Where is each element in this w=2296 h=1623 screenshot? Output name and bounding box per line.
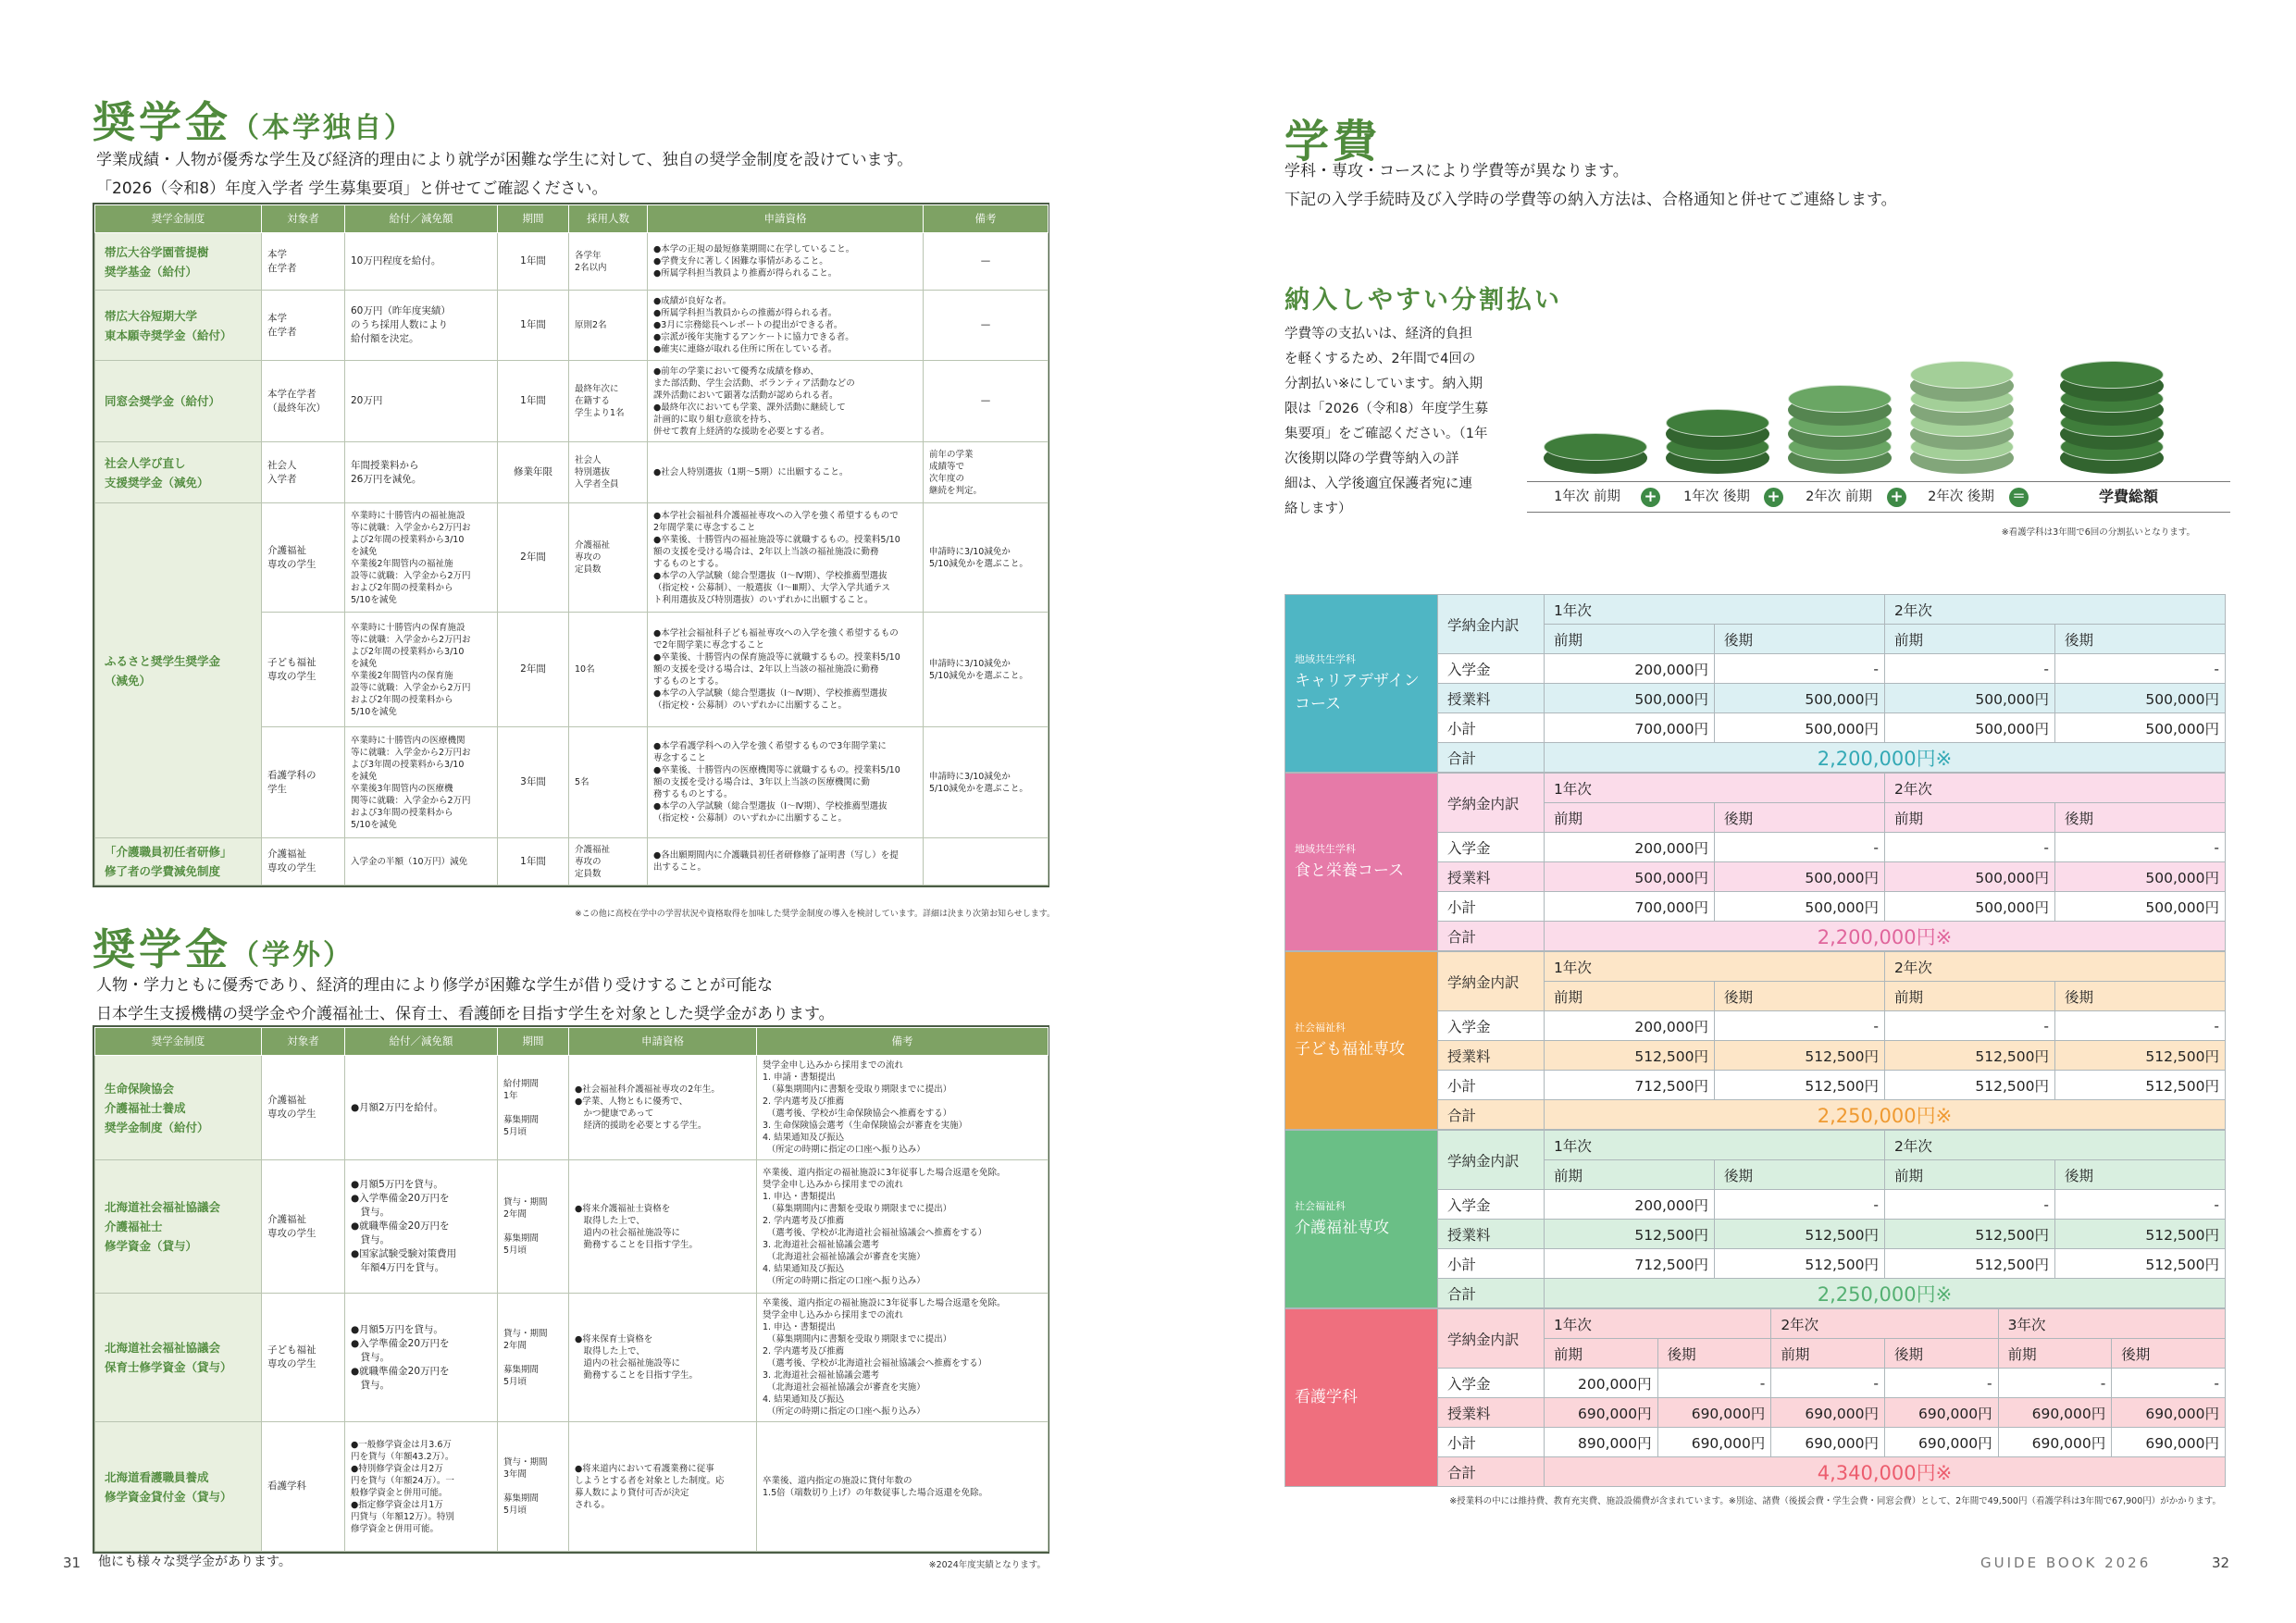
term-header-row: 前期 後期 前期 後期 前期 後期 [1285,1339,2226,1369]
enroll-row: 入学金 200,000円 - - - [1285,654,2226,684]
table-row: 帯広大谷学園菅提樹 奨学基金（給付） 本学 在学者 10万円程度を給付。 1年間 各学年 2名以内 ●本学の正規の最短修業期間に在学していること。 ●学費支弁に著しく困難な事情があること。 ●所属学科担当教員より推薦が得られること。 — [95,233,1049,291]
enroll-row: 入学金 200,000円 - - - [1285,1190,2226,1220]
enroll-row: 入学金 200,000円 - - - - - [1285,1369,2226,1398]
tuition-row: 授業料 512,500円 512,500円 512,500円 512,500円 [1285,1220,2226,1249]
step-3: 2年次 前期 [1806,489,1872,504]
footer-note-left: ※2024年度実績となります。 [928,1560,1046,1570]
table-row: ふるさと奨学生奨学金 （減免） 介護福祉 専攻の学生 卒業時に十勝管内の福祉施設 等に就職：入学金から2万円お よび2年間の授業料から3/10 を減免 卒業後2年間管内の福祉施 設等に就職：入学金から2万円 および2年間の授業料から 5/10を減免 2年間 介護福祉 専攻の 定員数 ●本学社会福祉科介護福祉専攻への入学を強く希望するもので 2年間学業に専念すること ●卒業後、十勝管内の福祉施設等に就職するもの。授業料5/10 額の支援を受ける場合は、2年以上当該の福祉施設に勤務 するものとする。 ●本学の入学試験（総合型選抜（Ⅰ〜Ⅳ期）、学校推薦型選抜 （指定校・公募制）、一般選抜（Ⅰ〜Ⅲ期）、大学入学共通テス ト利用選抜及び特別選抜）のいずれかに出願すること。 申請時に3/10減免か 5/10減免かを選ぶこと。 [95,503,1049,613]
external-intro: 人物・学力ともに優秀であり、経済的理由により修学が困難な学生が借り受けすることが可能な 日本学生支援機構の奨学金や介護福祉士、保育士、看護師を目指す学生を対象とした奨学金があります。 [96,976,835,1023]
table-row: 社会人学び直し 支援奨学金（減免） 社会人 入学者 年間授業料から 26万円を減免。 修業年限 社会人 特別選抜 入学者全員 ●社会人特別選抜（1期〜5期）に出願すること。 前年の学業 成績等で 次年度の 継続を判定。 [95,442,1049,503]
term-header-row: 前期 後期 前期 後期 [1285,625,2226,654]
enroll-row: 入学金 200,000円 - - - [1285,1011,2226,1041]
fee-table [1285,773,2226,951]
subtotal-row: 小計 700,000円 500,000円 500,000円 500,000円 [1285,713,2226,743]
table-row: 同窓会奨学金（給付） 本学在学者 （最終年次） 20万円 1年間 最終年次に 在籍する 学生より1名 ●前年の学業において優秀な成績を修め、 また部活動、学生会活動、ボランティア活動などの 課外活動において顕著な活動が認められる者。 ●最終年次においても学業、課外活動に継続して 計画的に取り組む意欲を持ち、 併せて教育上経済的な援助を必要とする者。 — [95,361,1049,442]
total-row: 合計 2,250,000円※ [1285,1100,2226,1130]
step-2: 1年次 後期 [1683,489,1750,504]
year-header-row: 看護学科 学納金内訳 1年次 2年次 3年次 [1285,1309,2226,1339]
installment-title: 納入しやすい分割払い [1285,286,1562,315]
subtotal-row: 小計 890,000円 690,000円 690,000円 690,000円 690,000円 690,000円 [1285,1428,2226,1457]
table-row: 子ども福祉 専攻の学生 卒業時に十勝管内の保育施設 等に就職：入学金から2万円お よび2年間の授業料から3/10 を減免 卒業後2年間管内の保育施 設等に就職：入学金から2万円 および2年間の授業料から 5/10を減免 2年間 10名 ●本学社会福祉科子ども福祉専攻への入学を強く希望するもの で2年間学業に専念すること ●卒業後、十勝管内の保育施設等に就職するもの。授業料5/10 額の支援を受ける場合は、2年以上当該の福祉施設に勤務 するものとする。 ●本学の入学試験（総合型選抜（Ⅰ〜Ⅳ期）、学校推薦型選抜 （指定校・公募制）のいずれかに出願すること。 申請時に3/10減免か 5/10減免かを選ぶこと。 [95,613,1049,727]
total-row: 合計 2,200,000円※ [1285,922,2226,951]
table-row: 帯広大谷短期大学 東本願寺奨学金（給付） 本学 在学者 60万円（昨年度実績） のうち採用人数により 給付額を決定。 1年間 原則2名 ●成績が良好な者。 ●所属学科担当教員からの推薦が得られる者。 ●3月に宗務総長へレポートの提出ができる者。 ●宗派が後年実施するアンケートに協力できる者。 ●確実に連絡が取れる住所に所在している者。 — [95,291,1049,361]
scholarship-external-title: 奨学金（学外） [93,924,354,974]
total-row: 合計 4,340,000円※ [1285,1457,2226,1487]
fee-table [1285,951,2226,1130]
table-row: 北海道看護職員養成 修学資金貸付金（貸与） 看護学科 ●一般修学資金は月3.6万 円を貸与（年額43.2万）。 ●特別修学資金は月2万 円を貸与（年額24万）。一 般修学資金と併用可能。 ●指定修学資金は月1万 円貸与（年額12万）。特別 修学資金と併用可能。 貸与・期間 3年間 募集期間 5月頃 ●将来道内において看護業務に従事 しようとする者を対象とした制度。応 募人数により貸付可否が決定 される。 卒業後、道内指定の施設に貸付年数の 1.5倍（端数切り上げ）の年数従事した場合返還を免除。 [95,1422,1049,1552]
page-number-right: 32 [2212,1555,2230,1571]
internal-footnote: ※この他に高校在学中の学習状況や資格取得を加味した奨学金制度の導入を検討しています。詳細は決まり次第お知らせします。 [575,910,1055,919]
term-header-row: 前期 後期 前期 後期 [1285,982,2226,1011]
step-1: 1年次 前期 [1554,489,1620,504]
tuition-row: 授業料 500,000円 500,000円 500,000円 500,000円 [1285,862,2226,892]
table-row: 北海道社会福祉協議会 介護福祉士 修学資金（貸与） 介護福祉 専攻の学生 ●月額5万円を貸与。 ●入学準備金20万円を 貸与。 ●就職準備金20万円を 貸与。 ●国家試験受験対策費用 年額4万円を貸与。 貸与・期間 2年間 募集期間 5月頃 ●将来介護福祉士資格を 取得した上で、 道内の社会福祉施設等に 勤務することを目指す学生。 卒業後、道内指定の福祉施設に3年従事した場合返還を免除。 奨学金申し込みから採用までの流れ 1. 申込・書類提出 （募集期間内に書類を受取り期限までに提出） 2. 学内選考及び推薦 （選考後、学校が北海道社会福祉協議会へ推薦をする） 3. 北海道社会福祉協議会選考 （北海道社会福祉協議会が審査を実施） 4. 結果通知及び振込 （所定の時期に指定の口座へ振り込み） [95,1160,1049,1294]
installment-text: 学費等の支払いは、経済的負担 を軽くするため、2年間で4回の 分割払い※にしています。納入期 限は「2026（令和8）年度学生募 集要項」をご確認ください。（1年 次後期以降の学費等納入の詳 細は、入学後適宜保護者宛に連 絡します） [1285,327,1489,516]
step-total: 学費総額 [2098,488,2158,505]
fee-table [1285,1130,2226,1308]
fee-table [1285,594,2226,773]
term-header-row: 前期 後期 前期 後期 [1285,803,2226,833]
table-row: 生命保険協会 介護福祉士養成 奨学金制度（給付） 介護福祉 専攻の学生 ●月額2万円を給付。 給付期間 1年 募集期間 5月頃 ●社会福祉科介護福祉専攻の2年生。 ●学業、人物ともに優秀で、 かつ健康であって 経済的援助を必要とする学生。 奨学金申し込みから採用までの流れ 1. 申請・書類提出 （募集期間内に書類を受取り期限までに提出） 2. 学内選考及び推薦 （選考後、学校が生命保険協会へ推薦をする） 3. 生命保険協会選考（生命保険協会が審査を実施） 4. 結果通知及び振込 （所定の時期に指定の口座へ振り込み） [95,1056,1049,1160]
tuition-row: 授業料 512,500円 512,500円 512,500円 512,500円 [1285,1041,2226,1071]
plus-icon: + [1641,488,1660,507]
subtotal-row: 小計 712,500円 512,500円 512,500円 512,500円 [1285,1249,2226,1279]
installment-note: ※看護学科は3年間で6回の分割払いとなります。 [2001,527,2195,538]
tuition-footnote: ※授業料の中には維持費、教育充実費、施設設備費が含まれています。※別途、諸費（後援会費・学生会費・同窓会費）として、2年間で49,500円（看護学科は3年間で67,900円）がかかります。 [1449,1496,2221,1506]
coin-face [1544,433,1647,461]
scholarship-internal-title: 奨学金（本学独自） [93,97,415,147]
plus-icon: + [1887,488,1906,507]
table-row: 北海道社会福祉協議会 保育士修学資金（貸与） 子ども福祉 専攻の学生 ●月額5万円を貸与。 ●入学準備金20万円を 貸与。 ●就職準備金20万円を 貸与。 貸与・期間 2年間 募集期間 5月頃 ●将来保育士資格を 取得した上で、 道内の社会福祉施設等に 勤務することを目指す学生。 卒業後、道内指定の福祉施設に3年従事した場合返還を免除。 奨学金申し込みから採用までの流れ 1. 申込・書類提出 （募集期間内に書類を受取り期限までに提出） 2. 学内選考及び推薦 （選考後、学校が北海道社会福祉協議会へ推薦をする） 3. 北海道社会福祉協議会選考 （北海道社会福祉協議会が審査を実施） 4. 結果通知及び振込 （所定の時期に指定の口座へ振り込み） [95,1294,1049,1422]
table-header: 奨学金制度 対象者 給付／減免額 期間 申請資格 備考 [95,1028,1049,1056]
total-row: 合計 2,250,000円※ [1285,1279,2226,1308]
tuition-intro: 学科・専攻・コースにより学費等が異なります。 下記の入学手続時及び入学時の学費等の納入方法は、合格通知と併せてご連絡します。 [1285,162,1897,209]
year-header-row: 地域共生学科 キャリアデザイン コース 学納金内訳 1年次 2年次 [1285,595,2226,625]
table-row: 看護学科の 学生 卒業時に十勝管内の医療機関 等に就職：入学金から2万円お よび3年間の授業料から3/10 を減免 卒業後3年間管内の医療機 関等に就職：入学金から2万円 および3年間の授業料から 5/10を減免 3年間 5名 ●本学看護学科への入学を強く希望するもので3年間学業に 専念すること ●卒業後、十勝管内の医療機関等に就職するもの。授業料5/10 額の支援を受ける場合は、3年以上当該の医療機関に勤 務するものとする。 ●本学の入学試験（総合型選抜（Ⅰ〜Ⅳ期）、学校推薦型選抜 （指定校・公募制）のいずれかに出願すること。 申請時に3/10減免か 5/10減免かを選ぶこと。 [95,727,1049,838]
subtotal-row: 小計 712,500円 512,500円 512,500円 512,500円 [1285,1071,2226,1100]
internal-scholarship-table [93,203,1049,887]
table-row: 「介護職員初任者研修」 修了者の学費減免制度 介護福祉 専攻の学生 入学金の半額（10万円）減免 1年間 介護福祉 専攻の 定員数 ●各出願期間内に介護職員初任者研修修了証明書（写し）を提 出すること。 [95,838,1049,886]
tuition-row: 授業料 500,000円 500,000円 500,000円 500,000円 [1285,684,2226,713]
table-header: 奨学金制度 対象者 給付／減免額 期間 採用人数 申請資格 備考 [95,205,1049,233]
step-4: 2年次 後期 [1928,489,1994,504]
coin-face [2060,361,2164,389]
total-row: 合計 2,200,000円※ [1285,743,2226,773]
year-header-row: 社会福祉科 介護福祉専攻 学納金内訳 1年次 2年次 [1285,1131,2226,1160]
plus-icon: + [1764,488,1783,507]
year-header-row: 地域共生学科 食と栄養コース 学納金内訳 1年次 2年次 [1285,774,2226,803]
subtotal-row: 小計 700,000円 500,000円 500,000円 500,000円 [1285,892,2226,922]
term-header-row: 前期 後期 前期 後期 [1285,1160,2226,1190]
footer-text-left: 他にも様々な奨学金があります。 [98,1555,292,1569]
tuition-row: 授業料 690,000円 690,000円 690,000円 690,000円 690,000円 690,000円 [1285,1398,2226,1428]
coin-face [1788,385,1892,413]
tuition-title: 学費 [1285,116,1382,167]
fee-table-nursing [1285,1308,2226,1487]
enroll-row: 入学金 200,000円 - - - [1285,833,2226,862]
year-header-row: 社会福祉科 子ども福祉専攻 学納金内訳 1年次 2年次 [1285,952,2226,982]
page-number-left: 31 [63,1555,81,1571]
scholarship-intro: 学業成績・人物が優秀な学生及び経済的理由により就学が困難な学生に対して、独自の奨学金制度を設けています。 「2026（令和8）年度入学者 学生募集要項」と併せてご確認ください。 [96,151,913,198]
coin-face [1910,361,2014,389]
guide-book-label: GUIDE BOOK 2026 [1980,1555,2152,1571]
external-scholarship-table [93,1025,1049,1554]
coin-face [1666,409,1769,437]
equals-icon: ＝ [2009,488,2029,507]
